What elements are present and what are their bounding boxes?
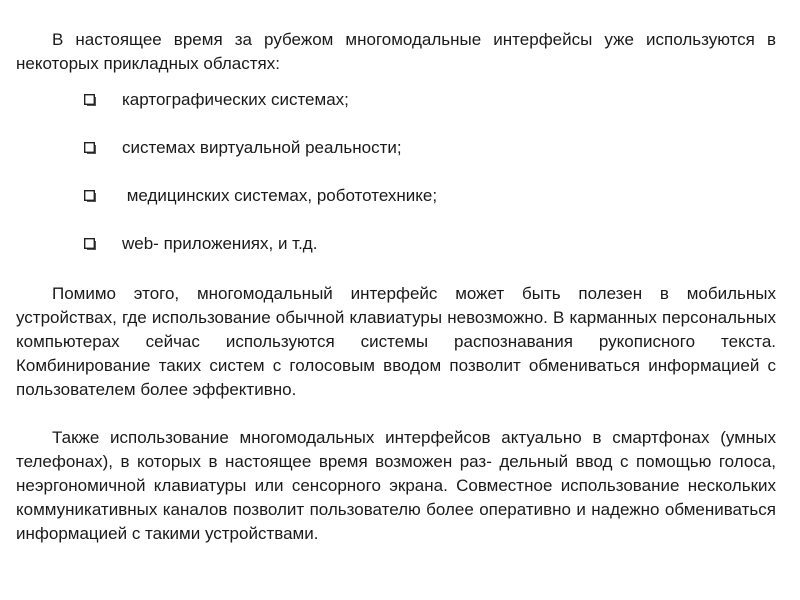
list-item [84,136,776,160]
intro-paragraph: В настоящее время за рубежом многомодальные интерфейсы уже используются в некоторых прикладных областях: [16,30,776,73]
checkbox-square-icon [84,238,97,251]
document-page [16,28,776,546]
checkbox-square-icon [84,190,97,203]
mobile-devices-paragraph: Помимо этого, многомодальный интерфейс может быть полезен в мобильных устройствах, где использование обычной клавиатуры невозможно. В карманных персональных компьютерах сейчас используются системы распознавания рукописного текста. Комбинирование таких систем с голосовым вводом позволит обмениваться информацией с пользователем более эффективно. [16,284,776,399]
list-item-label: картографических системах; [122,90,349,109]
application-areas-list [16,88,776,256]
list-item-label: системах виртуальной реальности; [122,138,402,157]
checkbox-square-icon [84,142,97,155]
smartphones-paragraph: Также использование многомодальных интерфейсов актуально в смартфонах (умных телефонах), в которых в настоящее время возможен раз- дельный ввод с помощью голоса, неэргономичной клавиатуры или сенсорного экрана. Совместное использование нескольких коммуникативных каналов позволит пользователю более оперативно и надежно обмениваться информацией с такими устройствами. [16,428,776,543]
checkbox-square-icon [84,94,97,107]
list-item [84,232,776,256]
list-item-label: медицинских системах, робототехнике; [122,186,438,205]
list-item [84,88,776,112]
list-item-label: web- приложениях, и т.д. [122,234,318,253]
list-item [84,184,776,208]
